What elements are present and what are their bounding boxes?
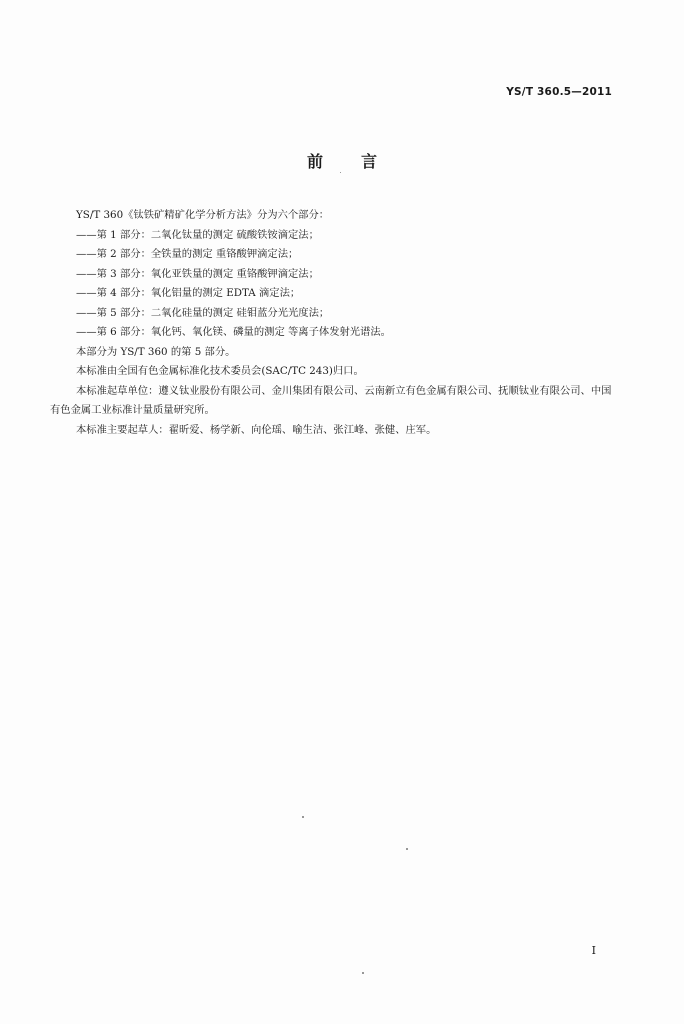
scan-speck [406,848,408,850]
page-title: 前言 [306,152,415,171]
drafters-paragraph: 本标准主要起草人：翟昕爱、杨学新、向伦瑶、喻生洁、张江峰、张健、庄军。 [76,423,437,436]
part-list-item: ——第 5 部分：二氧化硅量的测定 硅钼蓝分光光度法； [76,306,330,319]
proposed-paragraph: 本标准由全国有色金属标准化技术委员会(SAC/TC 243)归口。 [76,365,364,377]
drafting-units-paragraph: 本标准起草单位：遵义钛业股份有限公司、金川集团有限公司、云南新立有色金属有限公司、抚顺钛业有限公司、中国有色金属工业标准计量质量研究所。 [50,384,612,416]
part-list-item: ——第 4 部分：氧化铝量的测定 EDTA 滴定法； [76,287,301,299]
part-list-item: ——第 3 部分：氧化亚铁量的测定 重铬酸钾滴定法； [76,267,319,280]
part-list-item: ——第 1 部分：二氧化钛量的测定 硫酸铁铵滴定法； [76,228,319,241]
scan-speck [302,816,304,818]
part-list-item: ——第 2 部分：全铁量的测定 重铬酸钾滴定法； [76,248,299,260]
scan-speck [362,972,364,974]
standard-number: YS/T 360.5—2011 [506,86,612,98]
page-number: I [591,944,596,957]
intro-paragraph: YS/T 360《钛铁矿精矿化学分析方法》分为六个部分： [76,209,330,221]
foreword-body [50,206,620,440]
scan-speck [340,172,341,173]
this-part-paragraph: 本部分为 YS/T 360 的第 5 部分。 [76,345,236,358]
part-list-item: ——第 6 部分：氧化钙、氧化镁、磷量的测定 等离子体发射光谱法。 [76,326,391,338]
